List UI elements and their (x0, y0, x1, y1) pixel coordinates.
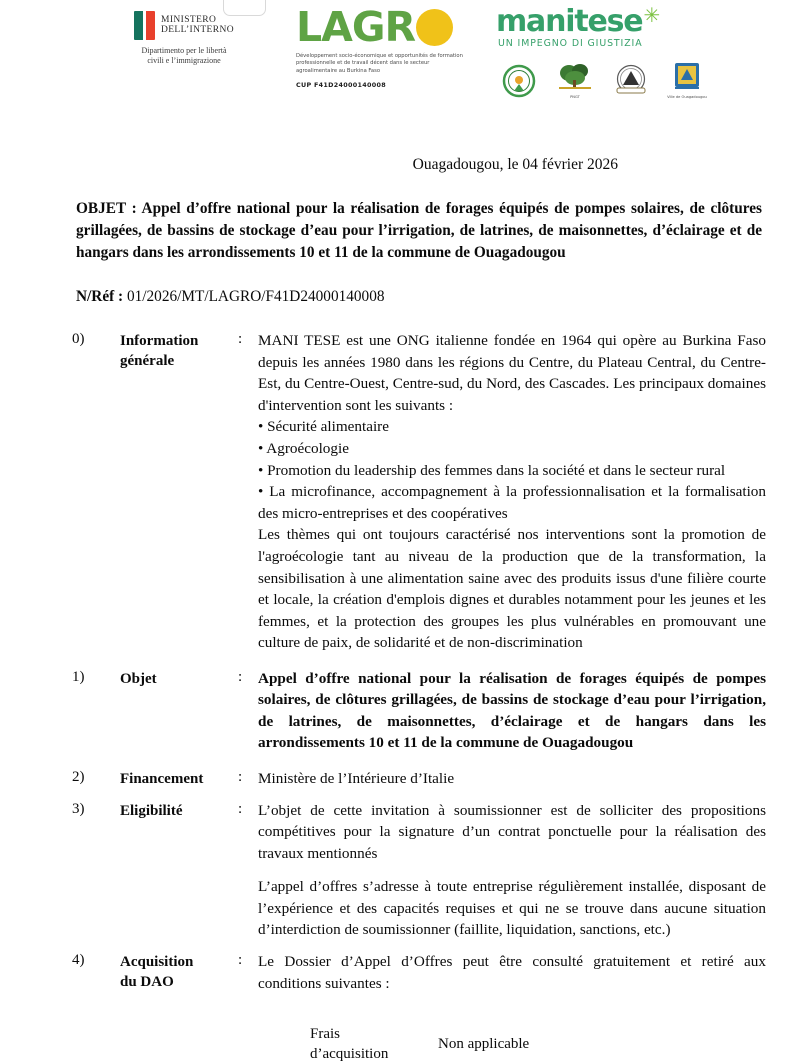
partner-logos-row (498, 58, 708, 100)
nref-value: 01/2026/MT/LAGRO/F41D24000140008 (126, 288, 385, 305)
section-colon: : (238, 800, 243, 817)
italian-flag-icon (134, 11, 155, 40)
section-paragraph-1: L’objet de cette invitation à soumissionner est de solliciter des propositions compétitives pour la signature d’un contrat ponctuelle pour la réalisation des travaux mentionnés (258, 801, 766, 862)
section-content (258, 330, 766, 654)
lagro-circle-o-icon (416, 9, 453, 46)
partner-3-seal-icon (610, 63, 652, 99)
bullet-item: • Promotion du leadership des femmes dans la société et dans le secteur rural (258, 461, 726, 479)
partner-logo-2 (554, 58, 596, 100)
section-colon: : (238, 668, 243, 685)
partner-logo-3 (610, 63, 652, 100)
bullet-item: • Sécurité alimentaire (258, 418, 389, 436)
section-label (120, 768, 238, 789)
section-colon: : (238, 768, 243, 785)
ministero-logo-row (104, 10, 264, 40)
section-row-acquisition-dao (72, 951, 766, 994)
section-label-line1: Eligibilité (120, 802, 183, 819)
dateline: Ouagadougou, le 04 février 2026 (412, 156, 618, 173)
partner-logo-4 (666, 58, 708, 100)
section-content (258, 668, 766, 754)
section-row-eligibilite (72, 800, 766, 942)
asterisk-icon: ✳ (643, 3, 659, 27)
document-body (0, 156, 792, 1064)
objet-paragraph (76, 198, 762, 264)
section-paragraph-1: MANI TESE est une ONG italienne fondée en 1964 qui opère au Burkina Faso depuis les années 1980 dans les régions du Centre, du Plateau Central, du Centre-Est, du Centre-Ouest, Centre-sud, du Nord, des Cascades. Les principaux domaines d'intervention sont les suivants : (258, 332, 766, 414)
section-label-line2: du DAO (120, 974, 174, 991)
section-content (258, 800, 766, 942)
section-row-information-generale (72, 330, 766, 654)
objet-text: Appel d’offre national pour la réalisation de forages équipés de pompes solaires, de clôtures grillagées, de bassins de stockage d’eau pour l’irrigation, de latrines, de maisonnettes, d’éclairage et de hangars dans les arrondissements 10 et 11 de la commune de Ouagadougou (76, 200, 762, 261)
section-label-line1: Acquisition (120, 954, 194, 971)
section-paragraph-1: Ministère de l’Intérieure d’Italie (258, 769, 455, 787)
section-label (120, 951, 238, 992)
partner-2-caption: PNGT (570, 95, 580, 99)
section-label (120, 668, 238, 689)
partner-4-city-crest-icon (666, 58, 708, 94)
lagro-cup-code: CUP F41D24000140008 (296, 81, 386, 90)
section-label-line2: générale (120, 353, 175, 369)
section-number: 3) (72, 800, 85, 817)
lagro-subtitle: Développement socio-économique et opportunités de formation professionnelle et de travail décent dans le secteur agroalimentaire au Burkina Faso (296, 53, 463, 74)
section-label-line1: Information (120, 333, 199, 349)
objet-label: OBJET : (76, 200, 137, 217)
partner-1-emblem-icon (498, 63, 540, 99)
ministero-subtitle (104, 46, 264, 66)
section-label (120, 330, 238, 371)
section-label-line1: Objet (120, 670, 157, 687)
ministero-subtitle-line2: civili e l’immigrazione (147, 56, 221, 65)
section-colon: : (238, 331, 243, 347)
nref-label: N/Réf : (76, 288, 124, 305)
section-content (258, 951, 766, 994)
fees-key-line2: d’acquisition (310, 1046, 389, 1063)
partner-2-tree-icon (554, 58, 596, 94)
manitese-word-text: manitese (496, 4, 643, 39)
bullet-item: • Agroécologie (258, 439, 349, 457)
section-paragraph-1: Appel d’offre national pour la réalisation de forages équipés de pompes solaires, de clôtures grillagées, de bassins de stockage d’eau pour l’irrigation, de latrines, de maisonnettes, d’éclairage et de hangars dans les arrondissements 10 et 11 de la commune de Ouagadougou (258, 669, 766, 752)
lagro-logo (296, 4, 471, 89)
acquisition-fees-table (310, 1024, 766, 1064)
section-content (258, 768, 766, 790)
ministero-interno-logo (104, 10, 264, 66)
sections-list (72, 330, 766, 994)
ministero-name-line1: MINISTERO (160, 14, 217, 25)
bullet-item: • La microfinance, accompagnement à la professionnalisation et la formalisation des micro-entreprises et des coopératives (258, 483, 766, 522)
partner-logo-1 (498, 63, 540, 100)
intervention-bullets (258, 416, 766, 524)
fees-value-cell: Non applicable (438, 1036, 530, 1053)
lagro-letters: LAGR (296, 2, 416, 51)
logo-header-band (0, 0, 792, 118)
section-paragraph-2: L’appel d’offres s’adresse à toute entreprise régulièrement installée, disposant de l’expérience et des capacités requises et qui ne se trouve dans aucune situation d’interdiction de soumissionner (faillite, liquidation, sanctions, etc.) (258, 878, 766, 939)
fees-key-cell (310, 1024, 438, 1064)
ministero-name-line2: DELL’INTERNO (160, 25, 235, 35)
section-label (120, 800, 238, 821)
section-number: 4) (72, 952, 85, 969)
section-number: 2) (72, 768, 85, 785)
manitese-wordmark (496, 3, 696, 39)
manitese-tagline: UN IMPEGNO DI GIUSTIZIA (498, 38, 643, 49)
section-colon: : (238, 952, 243, 969)
ministero-subtitle-line1: Dipartimento per le libertà (141, 46, 227, 55)
section-paragraph-1: Le Dossier d’Appel d’Offres peut être consulté gratuitement et retiré aux conditions suivantes : (258, 953, 766, 992)
lagro-wordmark (296, 4, 471, 50)
partner-4-caption: Ville de Ouagadougou (667, 95, 707, 99)
section-number: 1) (72, 668, 85, 685)
section-row-financement (72, 768, 766, 790)
section-row-objet (72, 668, 766, 754)
section-number: 0) (72, 331, 85, 347)
ministero-name (161, 15, 234, 36)
fees-key-line1: Frais (310, 1026, 340, 1043)
section-label-line1: Financement (120, 770, 204, 787)
manitese-logo (496, 3, 696, 49)
reference-line (76, 288, 766, 306)
section-paragraph-2: Les thèmes qui ont toujours caractérisé nos interventions sont la promotion de l'agroécologie tant au niveau de la production que de la transformation, la sensibilisation à une alimentation saine avec des produits issus d'une filière courte et locale, la création d'emplois dignes et durables notamment pour les jeunes et les femmes, et la protection des groupes les plus vulnérables en promouvant une culture de paix, de solidarité et de non-discrimination (258, 526, 766, 652)
